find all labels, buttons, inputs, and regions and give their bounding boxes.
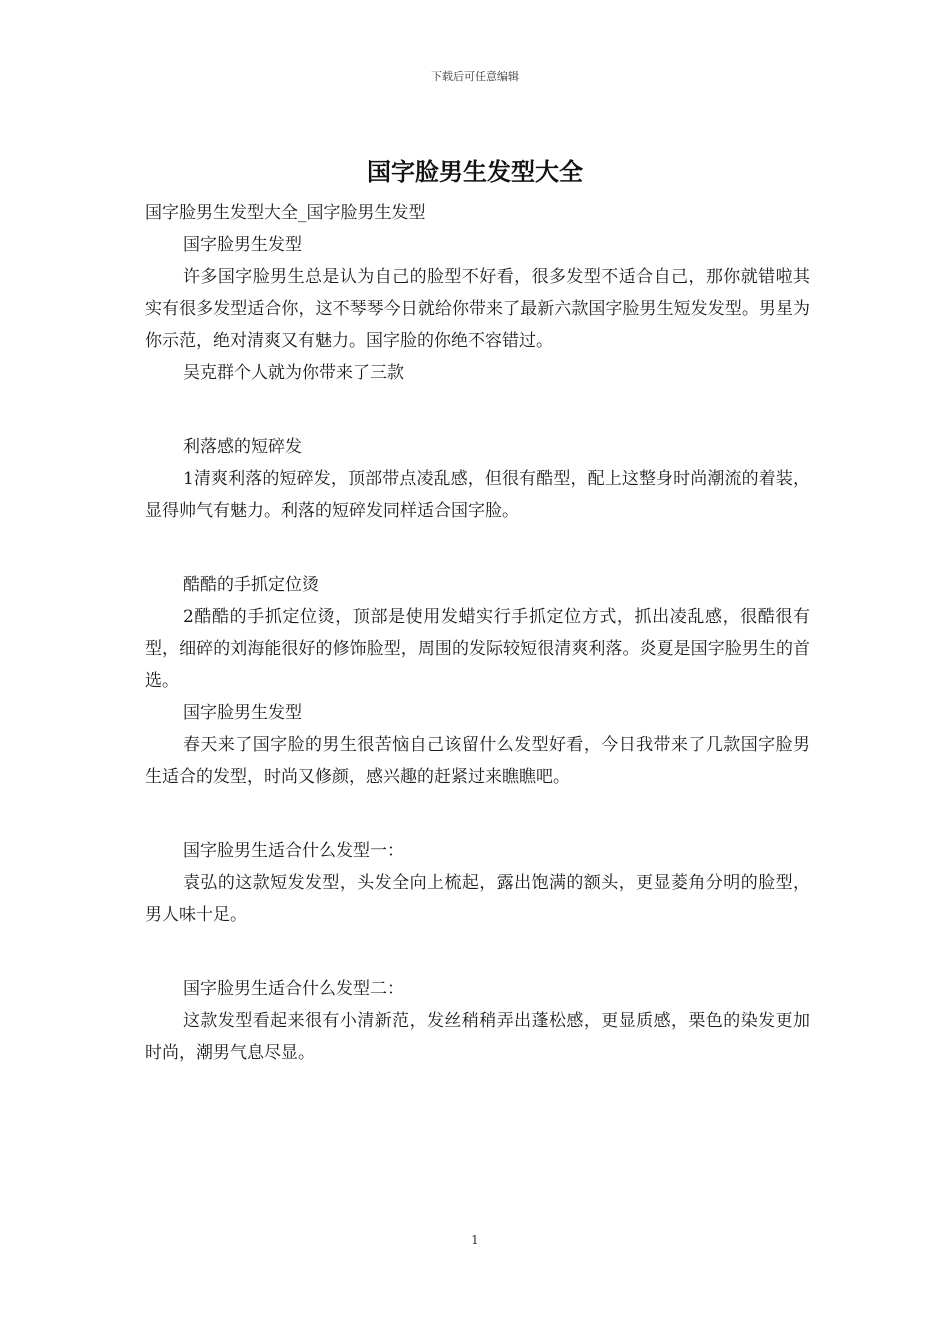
paragraph-spacer [145,389,810,431]
body-paragraph: 吴克群个人就为你带来了三款 [183,363,404,383]
section-heading: 国字脸男生适合什么发型二： [183,979,404,999]
section-heading: 国字脸男生发型 [183,235,302,255]
section-heading: 国字脸男生适合什么发型一： [183,841,404,861]
body-paragraph: 这款发型看起来很有小清新范，发丝稍稍弄出蓬松感，更显质感，栗色的染发更加时尚，潮男气息尽显。 [145,1011,810,1063]
section-heading: 利落感的短碎发 [183,437,302,457]
paragraph-spacer [145,793,810,835]
section-heading: 酷酷的手抓定位烫 [183,575,319,595]
paragraph-spacer [145,931,810,973]
body-paragraph: 1清爽利落的短碎发，顶部带点凌乱感，但很有酷型，配上这整身时尚潮流的着装，显得帅气有魅力。利落的短碎发同样适合国字脸。 [145,469,810,521]
document-body [145,197,810,1069]
section-heading: 国字脸男生发型 [183,703,302,723]
body-paragraph: 春天来了国字脸的男生很苦恼自己该留什么发型好看，今日我带来了几款国字脸男生适合的发型，时尚又修颜，感兴趣的赶紧过来瞧瞧吧。 [145,735,810,787]
subtitle-paragraph: 国字脸男生发型大全_国字脸男生发型 [145,203,426,223]
page-number: 1 [471,1233,479,1247]
body-paragraph: 2酷酷的手抓定位烫，顶部是使用发蜡实行手抓定位方式，抓出凌乱感，很酷很有型，细碎的刘海能很好的修饰脸型，周围的发际较短很清爽利落。炎夏是国字脸男生的首选。 [145,607,810,691]
document-title: 国字脸男生发型大全 [367,157,583,186]
body-paragraph: 袁弘的这款短发发型，头发全向上梳起，露出饱满的额头，更显菱角分明的脸型，男人味十足。 [145,873,810,925]
paragraph-spacer [145,527,810,569]
body-paragraph: 许多国字脸男生总是认为自己的脸型不好看，很多发型不适合自己，那你就错啦其实有很多发型适合你，这不琴琴今日就给你带来了最新六款国字脸男生短发发型。男星为你示范，绝对清爽又有魅力。国字脸的你绝不容错过。 [145,267,810,351]
page-header: 下载后可任意编辑 [431,70,519,83]
